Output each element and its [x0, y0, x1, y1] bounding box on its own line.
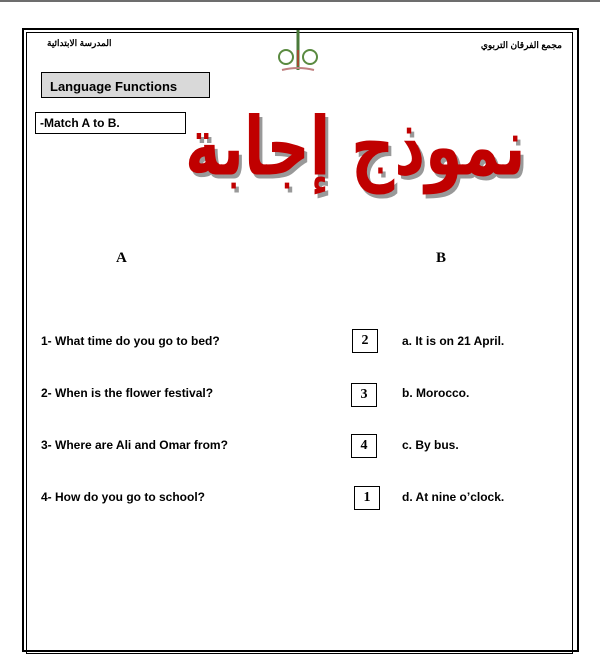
section-title: Language Functions — [41, 72, 210, 98]
answer-box-2[interactable]: 3 — [351, 383, 377, 407]
question-3: 3- Where are Ali and Omar from? — [41, 438, 228, 452]
option-b: b. Morocco. — [402, 386, 470, 400]
instruction: -Match A to B. — [35, 112, 186, 134]
column-b-header: B — [436, 250, 447, 266]
top-line — [0, 0, 600, 2]
option-a: a. It is on 21 April. — [402, 334, 505, 348]
logo-icon — [276, 30, 320, 74]
question-2: 2- When is the flower festival? — [41, 386, 214, 400]
answer-key-watermark: نموذج إجابة — [185, 100, 526, 195]
answer-box-3[interactable]: 4 — [351, 434, 377, 458]
column-a-header: A — [116, 250, 127, 266]
option-d: d. At nine o’clock. — [402, 490, 505, 504]
question-1: 1- What time do you go to bed? — [41, 334, 220, 348]
school-name: المدرسة الابتدائية — [47, 38, 112, 48]
complex-name: مجمع الفرقان التربوي — [480, 40, 562, 50]
option-c: c. By bus. — [402, 438, 459, 452]
answer-box-1[interactable]: 2 — [352, 329, 378, 353]
answer-box-4[interactable]: 1 — [354, 486, 380, 510]
question-4: 4- How do you go to school? — [41, 490, 205, 504]
